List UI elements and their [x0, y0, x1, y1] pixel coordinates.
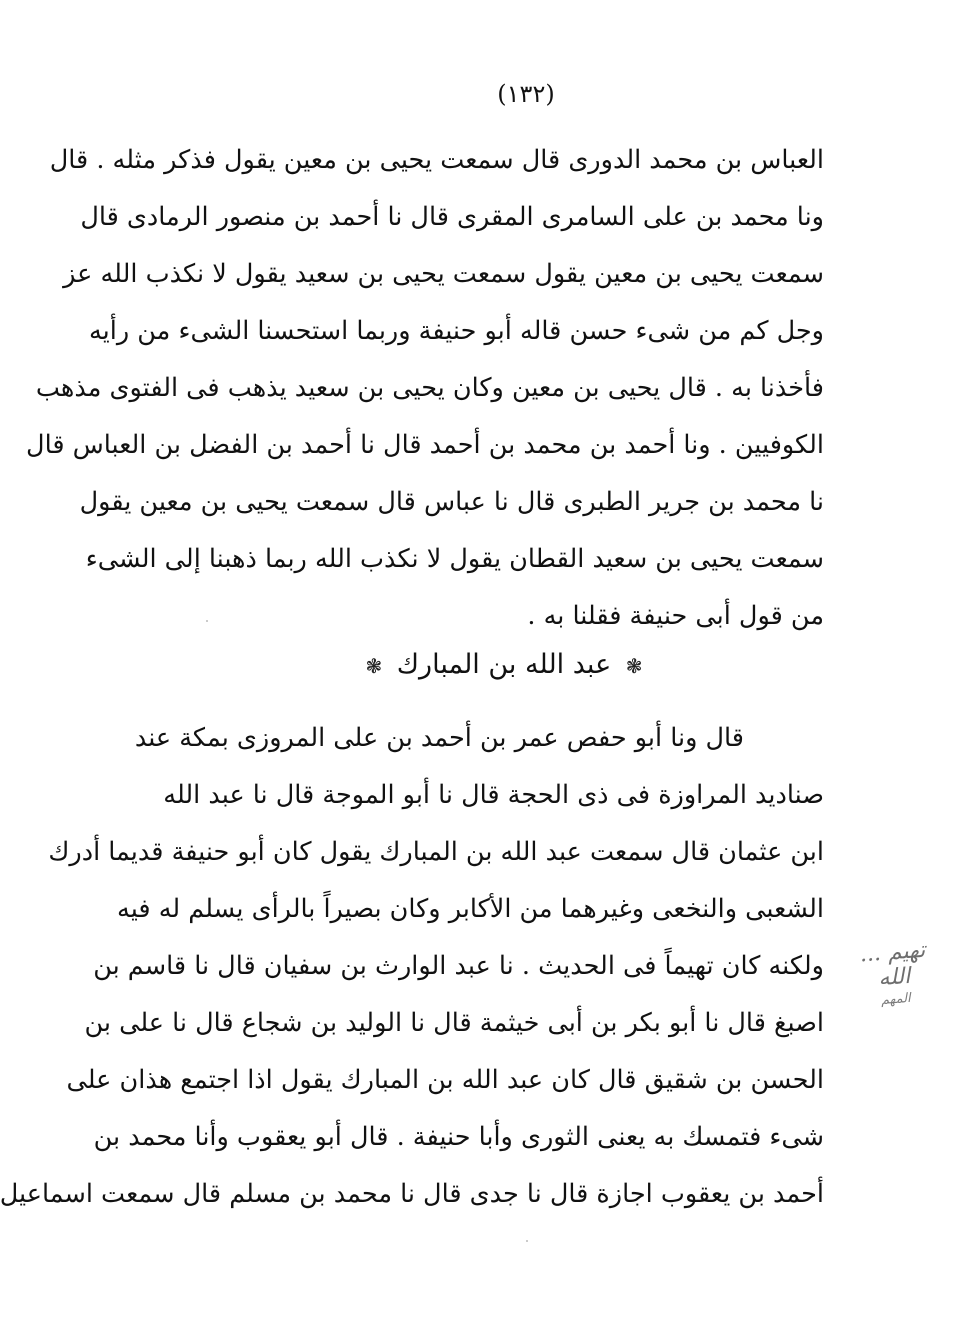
- text-line: سمعت يحيى بن معين يقول سمعت يحيى بن سعيد يقول لا نكذب الله عز: [63, 259, 824, 289]
- text-line: سمعت يحيى بن سعيد القطان يقول لا نكذب الله ربما ذهبنا إلى الشىء: [85, 544, 824, 574]
- text-line: اصبغ قال نا أبو بكر بن أبى خيثمة قال نا الوليد بن شجاع قال نا على بن: [84, 1008, 824, 1038]
- margin-note-subtext: المهم: [880, 990, 912, 1008]
- text-line: ونا محمد بن على السامرى المقرى قال نا أحمد بن منصور الرمادى قال: [80, 202, 824, 232]
- section-heading: [116, 645, 892, 686]
- text-line: الحسن بن شقيق قال كان عبد الله بن المبارك يقول اذا اجتمع هذان على: [66, 1065, 824, 1095]
- ornament-left-icon: ❃: [365, 654, 383, 678]
- paper-speck: [206, 620, 208, 622]
- margin-note-text: تهيم ... الله: [858, 937, 927, 992]
- text-line: الكوفيين . ونا أحمد بن محمد بن أحمد قال نا أحمد بن الفضل بن العباس قال: [26, 430, 824, 460]
- ornament-right-icon: ❃: [625, 654, 643, 678]
- text-line: العباس بن محمد الدورى قال سمعت يحيى بن معين يقول فذكر مثله . قال: [49, 145, 824, 175]
- text-line: فأخذنا به . قال يحيى بن معين وكان يحيى بن سعيد يذهب فى الفتوى مذهب: [35, 373, 824, 403]
- text-line: نا محمد بن جرير الطبرى قال نا عباس قال سمعت يحيى بن معين يقول: [79, 487, 824, 517]
- paragraph-top: [26, 132, 824, 645]
- text-line: الشعبى والنخعى وغيرهما من الأكابر وكان بصيراً بالرأى يسلم له فيه: [117, 894, 824, 924]
- paper-speck: [526, 1240, 528, 1242]
- paragraph-bottom: [0, 710, 824, 1223]
- text-line: وجل كم من شىء حسن قاله أبو حنيفة وربما استحسنا الشىء من رأيه: [89, 316, 824, 346]
- text-line: ابن عثمان قال سمعت عبد الله بن المبارك يقول كان أبو حنيفة قديما أدرك: [48, 837, 824, 867]
- text-line: من قول أبى حنيفة فقلنا به .: [527, 601, 824, 631]
- text-line: شىء فتمسك به يعنى الثورى وأبا حنيفة . قال أبو يعقوب وأنا محمد بن: [93, 1122, 824, 1152]
- text-line: ولكنه كان تهيماً فى الحديث . نا عبد الوارث بن سفيان قال نا قاسم بن: [93, 951, 824, 981]
- page-number: (١٣٢): [497, 80, 555, 108]
- section-heading-text: عبد الله بن المبارك: [396, 649, 612, 680]
- text-line: قال ونا أبو حفص عمر بن أحمد بن على المروزى بمكة عند: [134, 723, 744, 753]
- text-line: صناديد المراوزة فى ذى الحجة قال نا أبو الموجة قال نا عبد الله: [163, 780, 824, 810]
- handwritten-margin-note: [842, 937, 946, 1011]
- text-line: أحمد بن يعقوب اجازة قال نا جدى قال نا محمد بن مسلم قال سمعت اسماعيل: [0, 1179, 824, 1209]
